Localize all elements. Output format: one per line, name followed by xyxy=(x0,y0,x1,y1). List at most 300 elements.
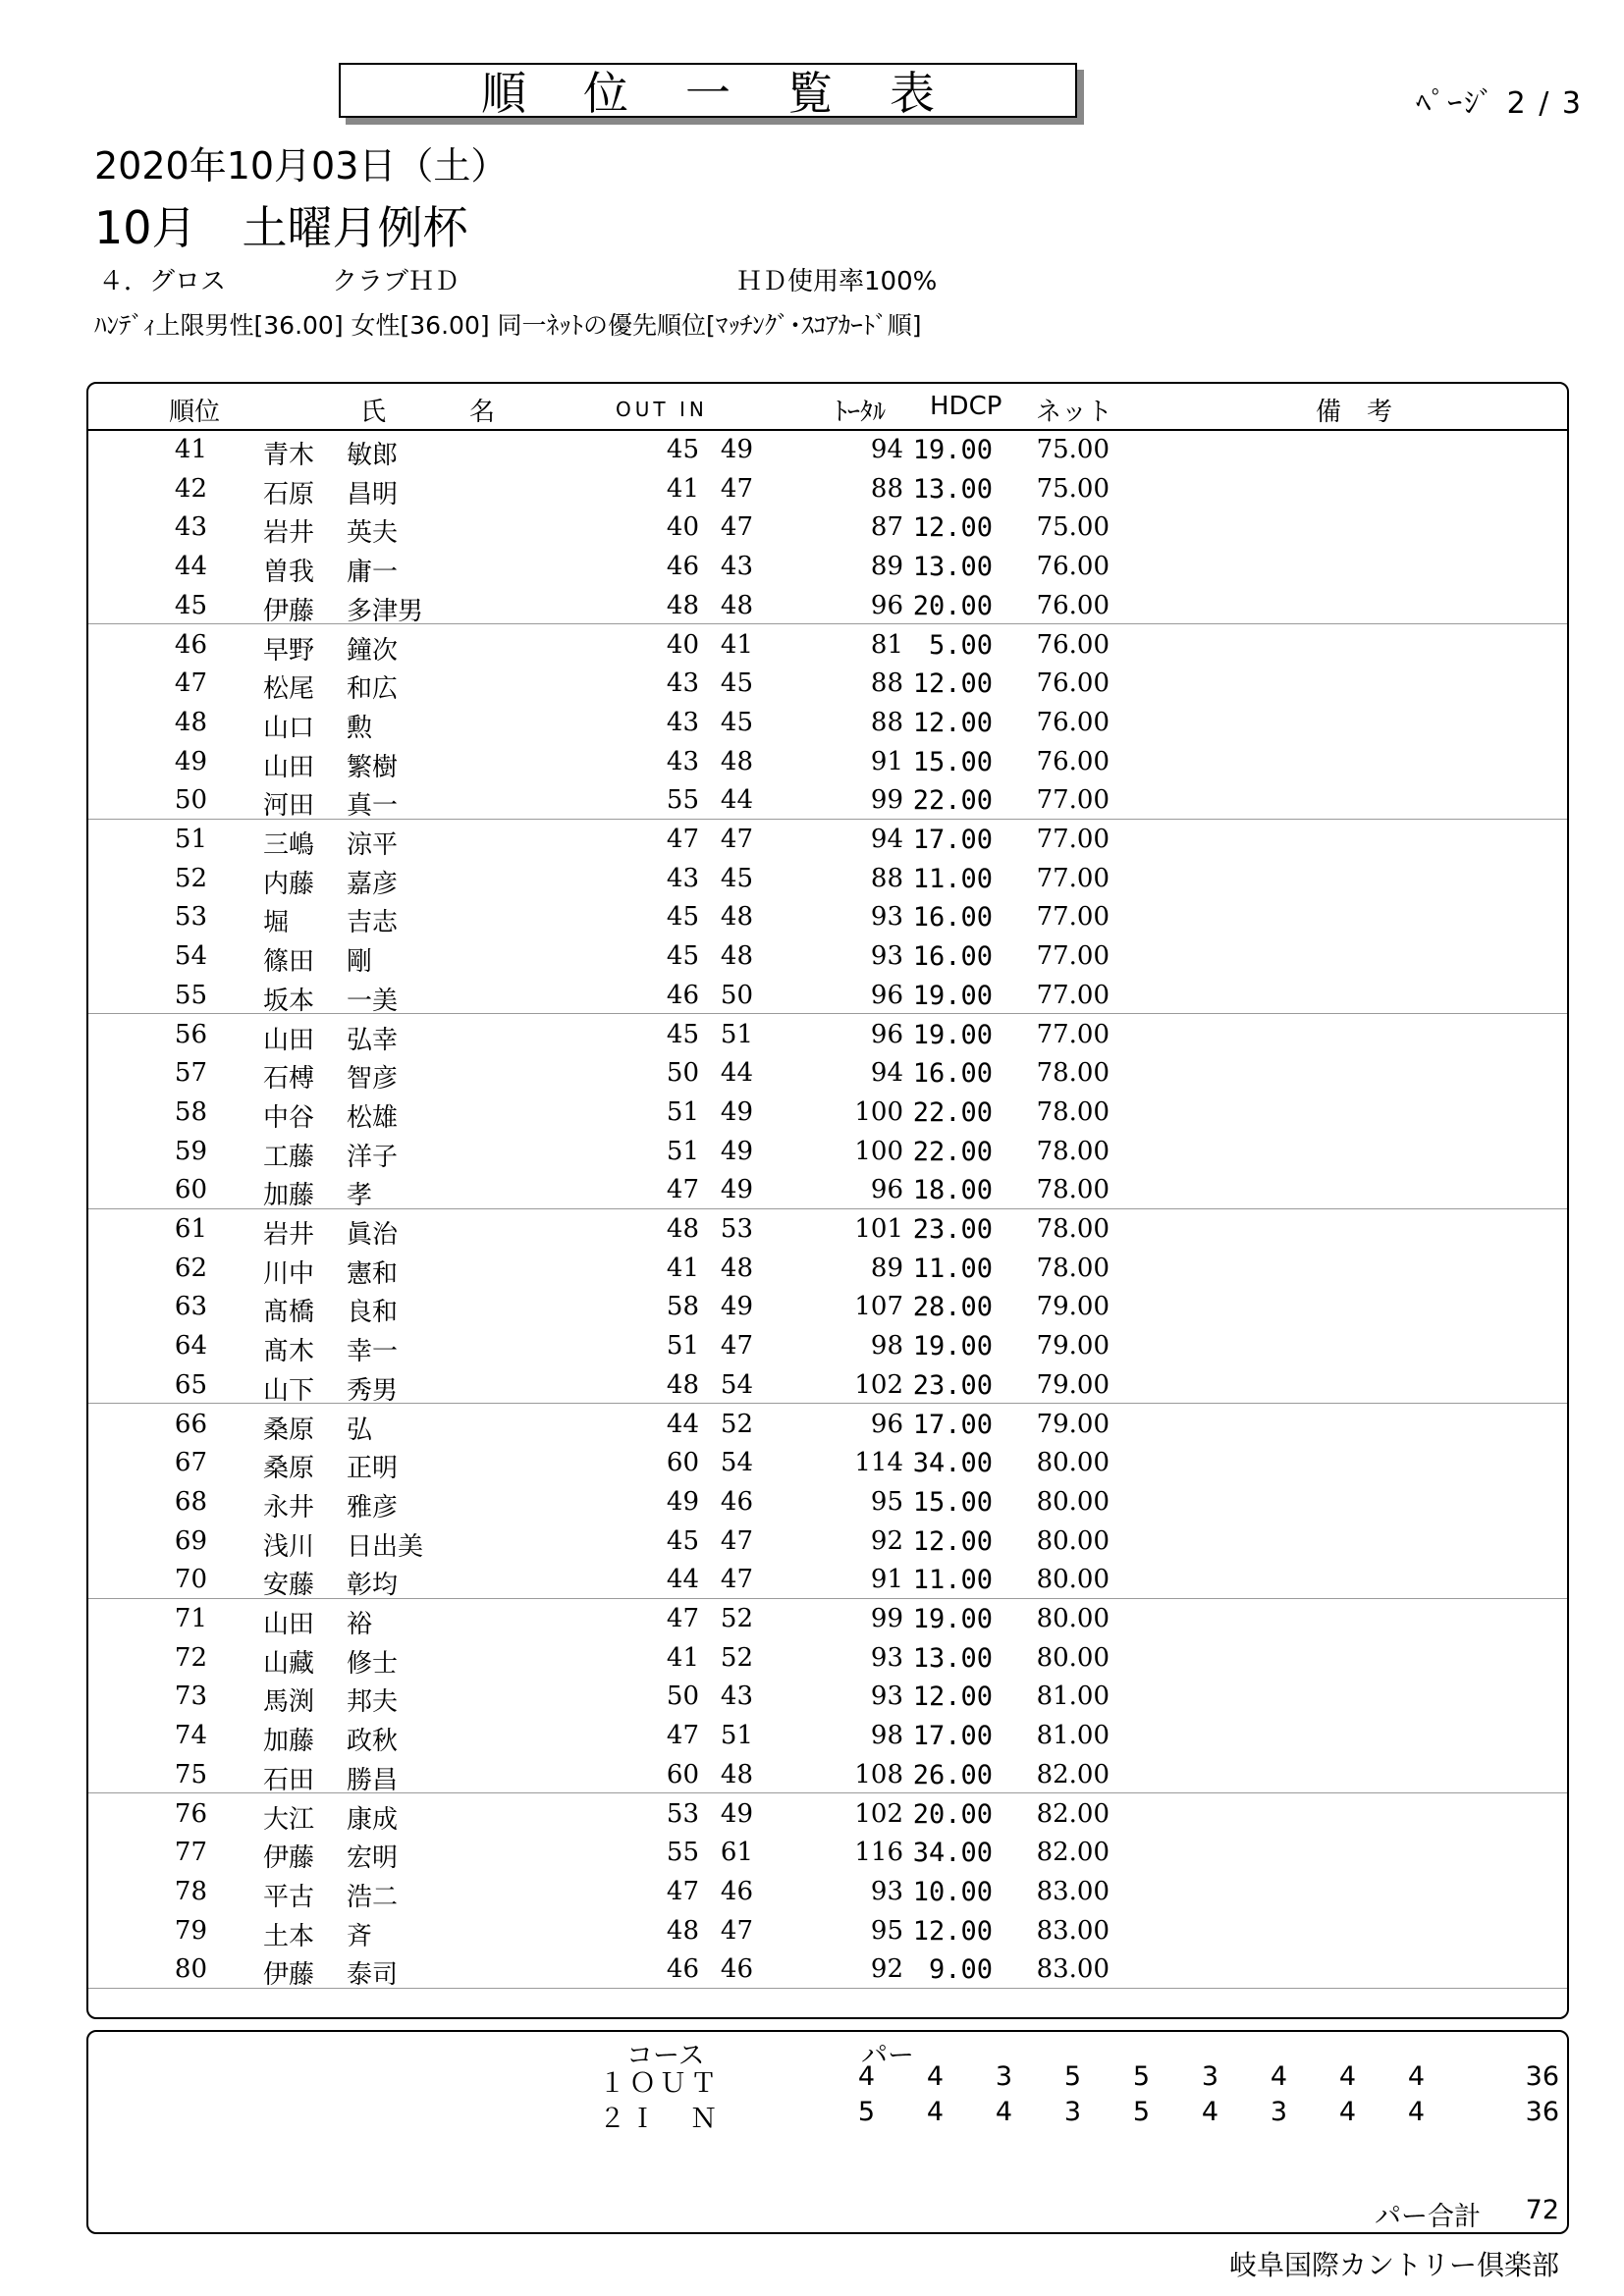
table-row xyxy=(88,1754,1567,1794)
given-name-cell: 日出美 xyxy=(347,1531,424,1562)
net-score-cell: 76.00 xyxy=(1036,629,1110,660)
table-row xyxy=(88,507,1567,549)
total-score-cell: 88 xyxy=(870,863,903,893)
given-name-cell: 弘 xyxy=(347,1415,373,1445)
hdcp-cell: 17.00 xyxy=(912,1721,993,1752)
out-score-cell: 43 xyxy=(666,707,699,737)
given-name-cell: 嘉彦 xyxy=(347,869,399,899)
net-score-cell: 78.00 xyxy=(1036,1136,1110,1166)
out-score-cell: 60 xyxy=(666,1448,699,1478)
rank-cell: 61 xyxy=(174,1214,207,1244)
surname-cell: 伊藤 xyxy=(263,1843,315,1874)
rank-cell: 66 xyxy=(174,1409,207,1439)
out-score-cell: 51 xyxy=(666,1136,699,1166)
club-name: 岐阜国際カントリー倶楽部 xyxy=(1228,2249,1559,2281)
table-row xyxy=(88,702,1567,741)
hdcp-cell: 12.00 xyxy=(912,668,993,700)
rank-cell: 69 xyxy=(174,1525,207,1556)
in-score-cell: 47 xyxy=(720,825,753,854)
col-net: ネット xyxy=(1036,398,1113,427)
out-score-cell: 48 xyxy=(666,1915,699,1946)
col-name-1: 氏 xyxy=(360,398,387,427)
surname-cell: 山田 xyxy=(263,1025,315,1055)
hdcp-cell: 19.00 xyxy=(912,435,993,465)
table-row xyxy=(88,1364,1567,1405)
col-rank: 順位 xyxy=(169,398,221,427)
surname-cell: 川中 xyxy=(263,1258,315,1289)
table-row xyxy=(88,1676,1567,1718)
table-header xyxy=(88,384,1567,431)
hdcp-cell: 13.00 xyxy=(912,552,993,583)
category-label: ４．グロス xyxy=(98,267,227,296)
table-row xyxy=(88,1598,1567,1637)
total-score-cell: 107 xyxy=(854,1292,903,1322)
total-score-cell: 93 xyxy=(870,941,903,972)
net-score-cell: 77.00 xyxy=(1036,902,1110,933)
rank-cell: 56 xyxy=(174,1019,207,1049)
par-header: パー xyxy=(861,2041,914,2071)
out-score-cell: 43 xyxy=(666,863,699,893)
rank-cell: 46 xyxy=(174,629,207,660)
net-score-cell: 82.00 xyxy=(1036,1838,1110,1868)
course-par-total: 36 xyxy=(1525,2097,1559,2127)
in-score-cell: 52 xyxy=(720,1642,753,1673)
col-hdcp: HDCP xyxy=(930,392,1002,421)
given-name-cell: 敏郎 xyxy=(347,441,399,470)
table-row xyxy=(88,1793,1567,1833)
total-score-cell: 99 xyxy=(870,1604,903,1633)
out-score-cell: 48 xyxy=(666,1214,699,1244)
given-name-cell: 鐘次 xyxy=(347,635,399,666)
hdcp-cell: 20.00 xyxy=(912,1798,993,1830)
table-row xyxy=(88,1832,1567,1874)
surname-cell: 岩井 xyxy=(263,518,315,549)
in-score-cell: 52 xyxy=(720,1409,753,1439)
total-score-cell: 100 xyxy=(854,1096,903,1127)
in-score-cell: 48 xyxy=(720,1759,753,1789)
hdcp-cell: 5.00 xyxy=(928,629,993,661)
net-score-cell: 80.00 xyxy=(1036,1604,1110,1633)
table-row xyxy=(88,1248,1567,1287)
out-score-cell: 55 xyxy=(666,785,699,816)
rank-cell: 55 xyxy=(174,980,207,1010)
net-score-cell: 83.00 xyxy=(1036,1915,1110,1946)
table-row xyxy=(88,1131,1567,1170)
given-name-cell: 勲 xyxy=(347,713,373,743)
surname-cell: 加藤 xyxy=(263,1727,315,1757)
hdcp-cell: 23.00 xyxy=(912,1369,993,1401)
net-score-cell: 81.00 xyxy=(1036,1721,1110,1751)
hole-par: 4 xyxy=(1270,2061,1287,2092)
hdcp-cell: 22.00 xyxy=(912,785,993,817)
total-score-cell: 96 xyxy=(870,1019,903,1049)
hdcp-cell: 23.00 xyxy=(912,1214,993,1245)
out-score-cell: 55 xyxy=(666,1838,699,1868)
hole-par: 5 xyxy=(1132,2061,1150,2092)
given-name-cell: 裕 xyxy=(347,1610,373,1639)
rank-cell: 45 xyxy=(174,590,207,620)
total-score-cell: 88 xyxy=(870,707,903,737)
table-row xyxy=(88,1910,1567,1949)
hdcp-cell: 12.00 xyxy=(912,707,993,738)
hdcp-cell: 22.00 xyxy=(912,1136,993,1167)
in-score-cell: 48 xyxy=(720,902,753,933)
out-score-cell: 47 xyxy=(666,1721,699,1751)
ranking-table xyxy=(86,382,1569,2019)
surname-cell: 平古 xyxy=(263,1882,315,1912)
net-score-cell: 77.00 xyxy=(1036,1019,1110,1049)
net-score-cell: 78.00 xyxy=(1036,1175,1110,1205)
hdcp-cell: 11.00 xyxy=(912,1565,993,1596)
total-score-cell: 114 xyxy=(854,1448,903,1478)
hdcp-cell: 12.00 xyxy=(912,1525,993,1557)
given-name-cell: 幸一 xyxy=(347,1337,399,1367)
total-score-cell: 98 xyxy=(870,1331,903,1362)
course-par-total: 36 xyxy=(1525,2061,1559,2092)
hdcp-cell: 17.00 xyxy=(912,1409,993,1440)
total-score-cell: 95 xyxy=(870,1915,903,1946)
out-score-cell: 46 xyxy=(666,980,699,1010)
surname-cell: 青木 xyxy=(263,441,315,470)
given-name-cell: 昌明 xyxy=(347,479,399,509)
out-score-cell: 41 xyxy=(666,1253,699,1283)
total-score-cell: 102 xyxy=(854,1369,903,1400)
hole-par: 4 xyxy=(995,2097,1012,2127)
total-score-cell: 100 xyxy=(854,1136,903,1166)
rank-cell: 41 xyxy=(174,435,207,464)
surname-cell: 石榑 xyxy=(263,1064,315,1095)
rank-cell: 57 xyxy=(174,1058,207,1089)
table-row xyxy=(88,779,1567,820)
table-row xyxy=(88,1404,1567,1443)
in-score-cell: 49 xyxy=(720,1175,753,1205)
surname-cell: 大江 xyxy=(263,1804,315,1835)
out-score-cell: 41 xyxy=(666,473,699,504)
rank-cell: 75 xyxy=(174,1759,207,1789)
given-name-cell: 繁樹 xyxy=(347,752,399,782)
hdcp-cell: 16.00 xyxy=(912,902,993,934)
surname-cell: 浅川 xyxy=(263,1531,315,1562)
given-name-cell: 彰均 xyxy=(347,1571,399,1601)
surname-cell: 山下 xyxy=(263,1375,315,1406)
table-row xyxy=(88,975,1567,1015)
surname-cell: 曽我 xyxy=(263,558,315,588)
table-row xyxy=(88,819,1567,858)
given-name-cell: 智彦 xyxy=(347,1064,399,1095)
net-score-cell: 78.00 xyxy=(1036,1214,1110,1244)
total-score-cell: 92 xyxy=(870,1954,903,1985)
hdcp-cell: 28.00 xyxy=(912,1292,993,1323)
net-score-cell: 78.00 xyxy=(1036,1096,1110,1127)
rank-cell: 70 xyxy=(174,1565,207,1595)
hole-par: 3 xyxy=(1063,2097,1081,2127)
hole-par: 4 xyxy=(1407,2097,1425,2127)
rank-cell: 65 xyxy=(174,1369,207,1400)
surname-cell: 永井 xyxy=(263,1492,315,1522)
net-score-cell: 79.00 xyxy=(1036,1292,1110,1322)
in-score-cell: 41 xyxy=(720,629,753,660)
hdcp-cell: 19.00 xyxy=(912,980,993,1011)
page-indicator: ﾍﾟｰｼﾞ 2 / 3 xyxy=(1416,86,1583,121)
surname-cell: 山藏 xyxy=(263,1648,315,1679)
table-row xyxy=(88,935,1567,978)
rank-cell: 68 xyxy=(174,1486,207,1517)
rank-cell: 62 xyxy=(174,1253,207,1283)
rank-cell: 60 xyxy=(174,1175,207,1205)
in-score-cell: 52 xyxy=(720,1604,753,1633)
in-score-cell: 45 xyxy=(720,668,753,699)
surname-cell: 中谷 xyxy=(263,1102,315,1133)
hdcp-cell: 12.00 xyxy=(912,1682,993,1713)
surname-cell: 河田 xyxy=(263,791,315,822)
in-score-cell: 46 xyxy=(720,1486,753,1517)
net-score-cell: 76.00 xyxy=(1036,746,1110,776)
total-score-cell: 94 xyxy=(870,1058,903,1089)
net-score-cell: 76.00 xyxy=(1036,668,1110,699)
surname-cell: 篠田 xyxy=(263,947,315,978)
par-total-label: パー合計 xyxy=(1375,2202,1481,2232)
rank-cell: 53 xyxy=(174,902,207,933)
total-score-cell: 99 xyxy=(870,785,903,816)
total-score-cell: 96 xyxy=(870,590,903,620)
out-score-cell: 48 xyxy=(666,590,699,620)
rank-cell: 58 xyxy=(174,1096,207,1127)
col-remarks: 備 考 xyxy=(1316,398,1393,427)
rank-cell: 49 xyxy=(174,746,207,776)
hole-par: 4 xyxy=(926,2061,944,2092)
net-score-cell: 77.00 xyxy=(1036,941,1110,972)
in-score-cell: 46 xyxy=(720,1954,753,1985)
rank-cell: 63 xyxy=(174,1292,207,1322)
in-score-cell: 47 xyxy=(720,1565,753,1595)
hole-par: 3 xyxy=(995,2061,1012,2092)
hole-par: 4 xyxy=(926,2097,944,2127)
table-row xyxy=(88,1559,1567,1599)
net-score-cell: 75.00 xyxy=(1036,473,1110,504)
hdcp-cell: 11.00 xyxy=(912,863,993,894)
given-name-cell: 庸一 xyxy=(347,558,399,588)
in-score-cell: 48 xyxy=(720,746,753,776)
hdcp-cell: 18.00 xyxy=(912,1175,993,1206)
hdcp-cell: 22.00 xyxy=(912,1096,993,1128)
total-score-cell: 96 xyxy=(870,1409,903,1439)
table-row xyxy=(88,1286,1567,1328)
net-score-cell: 79.00 xyxy=(1036,1369,1110,1400)
net-score-cell: 77.00 xyxy=(1036,863,1110,893)
out-score-cell: 44 xyxy=(666,1565,699,1595)
in-score-cell: 44 xyxy=(720,1058,753,1089)
out-score-cell: 46 xyxy=(666,1954,699,1985)
rank-cell: 50 xyxy=(174,785,207,816)
out-score-cell: 45 xyxy=(666,902,699,933)
net-score-cell: 80.00 xyxy=(1036,1525,1110,1556)
surname-cell: 加藤 xyxy=(263,1181,315,1211)
given-name-cell: 邦夫 xyxy=(347,1687,399,1718)
total-score-cell: 91 xyxy=(870,746,903,776)
surname-cell: 石原 xyxy=(263,479,315,509)
in-score-cell: 43 xyxy=(720,552,753,582)
sub-header xyxy=(98,261,937,297)
in-score-cell: 49 xyxy=(720,1136,753,1166)
total-score-cell: 96 xyxy=(870,980,903,1010)
in-score-cell: 46 xyxy=(720,1876,753,1906)
total-score-cell: 93 xyxy=(870,902,903,933)
rank-cell: 64 xyxy=(174,1331,207,1362)
hdcp-cell: 26.00 xyxy=(912,1759,993,1790)
given-name-cell: 孝 xyxy=(347,1181,373,1211)
surname-cell: 早野 xyxy=(263,635,315,666)
table-row xyxy=(88,468,1567,507)
page-title: 順位一覧表 xyxy=(481,67,992,120)
net-score-cell: 76.00 xyxy=(1036,707,1110,737)
hdcp-cell: 12.00 xyxy=(912,1915,993,1947)
hole-par: 5 xyxy=(1132,2097,1150,2127)
course-name: ２Ｉ Ｎ xyxy=(599,2104,721,2134)
out-score-cell: 47 xyxy=(666,1876,699,1906)
table-row xyxy=(88,1871,1567,1910)
given-name-cell: 洋子 xyxy=(347,1142,399,1172)
out-score-cell: 49 xyxy=(666,1486,699,1517)
given-name-cell: 眞治 xyxy=(347,1220,399,1250)
total-score-cell: 102 xyxy=(854,1798,903,1829)
total-score-cell: 93 xyxy=(870,1876,903,1906)
par-table xyxy=(86,2030,1569,2234)
net-score-cell: 76.00 xyxy=(1036,552,1110,582)
rank-cell: 54 xyxy=(174,941,207,972)
surname-cell: 伊藤 xyxy=(263,596,315,626)
table-row xyxy=(88,1208,1567,1248)
net-score-cell: 79.00 xyxy=(1036,1409,1110,1439)
net-score-cell: 77.00 xyxy=(1036,825,1110,854)
hdcp-cell: 34.00 xyxy=(912,1838,993,1869)
out-score-cell: 50 xyxy=(666,1058,699,1089)
net-score-cell: 80.00 xyxy=(1036,1642,1110,1673)
in-score-cell: 45 xyxy=(720,863,753,893)
given-name-cell: 宏明 xyxy=(347,1843,399,1874)
hdcp-cell: 9.00 xyxy=(928,1954,993,1986)
surname-cell: 馬渕 xyxy=(263,1687,315,1718)
table-row xyxy=(88,1169,1567,1209)
given-name-cell: 修士 xyxy=(347,1648,399,1679)
col-total: ﾄｰﾀﾙ xyxy=(835,398,887,427)
total-score-cell: 91 xyxy=(870,1565,903,1595)
in-score-cell: 49 xyxy=(720,1292,753,1322)
given-name-cell: 浩二 xyxy=(347,1882,399,1912)
out-score-cell: 40 xyxy=(666,512,699,543)
in-score-cell: 48 xyxy=(720,941,753,972)
surname-cell: 伊藤 xyxy=(263,1960,315,1991)
surname-cell: 堀 xyxy=(263,908,290,938)
out-score-cell: 48 xyxy=(666,1369,699,1400)
rank-cell: 72 xyxy=(174,1642,207,1673)
given-name-cell: 剛 xyxy=(347,947,373,978)
in-score-cell: 50 xyxy=(720,980,753,1010)
given-name-cell: 泰司 xyxy=(347,1960,399,1991)
out-score-cell: 60 xyxy=(666,1759,699,1789)
surname-cell: 松尾 xyxy=(263,674,315,705)
net-score-cell: 80.00 xyxy=(1036,1565,1110,1595)
surname-cell: 岩井 xyxy=(263,1220,315,1250)
title-box xyxy=(339,63,1077,118)
in-score-cell: 61 xyxy=(720,1838,753,1868)
col-out-in: OUT IN xyxy=(616,398,708,421)
surname-cell: 山田 xyxy=(263,752,315,782)
out-score-cell: 43 xyxy=(666,668,699,699)
surname-cell: 桑原 xyxy=(263,1454,315,1484)
table-row xyxy=(88,741,1567,780)
surname-cell: 髙木 xyxy=(263,1337,315,1367)
hdcp-cell: 16.00 xyxy=(912,941,993,973)
in-score-cell: 47 xyxy=(720,1525,753,1556)
in-score-cell: 54 xyxy=(720,1369,753,1400)
hdcp-cell: 17.00 xyxy=(912,825,993,855)
in-score-cell: 45 xyxy=(720,707,753,737)
out-score-cell: 47 xyxy=(666,825,699,854)
table-row xyxy=(88,858,1567,897)
table-row xyxy=(88,1092,1567,1131)
hdcp-cell: 10.00 xyxy=(912,1876,993,1907)
hdcp-cell: 12.00 xyxy=(912,512,993,544)
table-row xyxy=(88,1949,1567,1989)
total-score-cell: 87 xyxy=(870,512,903,543)
rank-cell: 71 xyxy=(174,1604,207,1633)
in-score-cell: 47 xyxy=(720,473,753,504)
given-name-cell: 松雄 xyxy=(347,1102,399,1133)
col-name-2: 名 xyxy=(469,398,496,427)
hole-par: 4 xyxy=(1338,2061,1356,2092)
total-score-cell: 95 xyxy=(870,1486,903,1517)
table-row xyxy=(88,546,1567,588)
hdcp-cell: 19.00 xyxy=(912,1331,993,1362)
out-score-cell: 47 xyxy=(666,1175,699,1205)
net-score-cell: 78.00 xyxy=(1036,1253,1110,1283)
table-row xyxy=(88,1325,1567,1367)
rank-cell: 73 xyxy=(174,1682,207,1712)
rank-cell: 42 xyxy=(174,473,207,504)
given-name-cell: 和広 xyxy=(347,674,399,705)
hdcp-cell: 19.00 xyxy=(912,1019,993,1050)
given-name-cell: 雅彦 xyxy=(347,1492,399,1522)
net-score-cell: 80.00 xyxy=(1036,1448,1110,1478)
hole-par: 3 xyxy=(1201,2061,1218,2092)
surname-cell: 内藤 xyxy=(263,869,315,899)
hdcp-cell: 34.00 xyxy=(912,1448,993,1479)
given-name-cell: 英夫 xyxy=(347,518,399,549)
total-score-cell: 116 xyxy=(854,1838,903,1868)
hole-par: 4 xyxy=(857,2061,875,2092)
out-score-cell: 58 xyxy=(666,1292,699,1322)
given-name-cell: 康成 xyxy=(347,1804,399,1835)
out-score-cell: 53 xyxy=(666,1798,699,1829)
out-score-cell: 45 xyxy=(666,941,699,972)
given-name-cell: 一美 xyxy=(347,986,399,1016)
rules-line: ﾊﾝﾃﾞｨ上限男性[36.00] 女性[36.00] 同一ﾈｯﾄの優先順位[ﾏｯﾁﾝｸﾞ･ｽｺｱｶｰﾄﾞ順] xyxy=(94,311,922,340)
net-score-cell: 75.00 xyxy=(1036,512,1110,543)
total-score-cell: 96 xyxy=(870,1175,903,1205)
total-score-cell: 88 xyxy=(870,668,903,699)
net-score-cell: 79.00 xyxy=(1036,1331,1110,1362)
surname-cell: 安藤 xyxy=(263,1571,315,1601)
out-score-cell: 51 xyxy=(666,1331,699,1362)
total-score-cell: 88 xyxy=(870,473,903,504)
net-score-cell: 77.00 xyxy=(1036,980,1110,1010)
net-score-cell: 78.00 xyxy=(1036,1058,1110,1089)
in-score-cell: 48 xyxy=(720,1253,753,1283)
total-score-cell: 108 xyxy=(854,1759,903,1789)
rank-cell: 80 xyxy=(174,1954,207,1985)
in-score-cell: 48 xyxy=(720,590,753,620)
net-score-cell: 81.00 xyxy=(1036,1682,1110,1712)
